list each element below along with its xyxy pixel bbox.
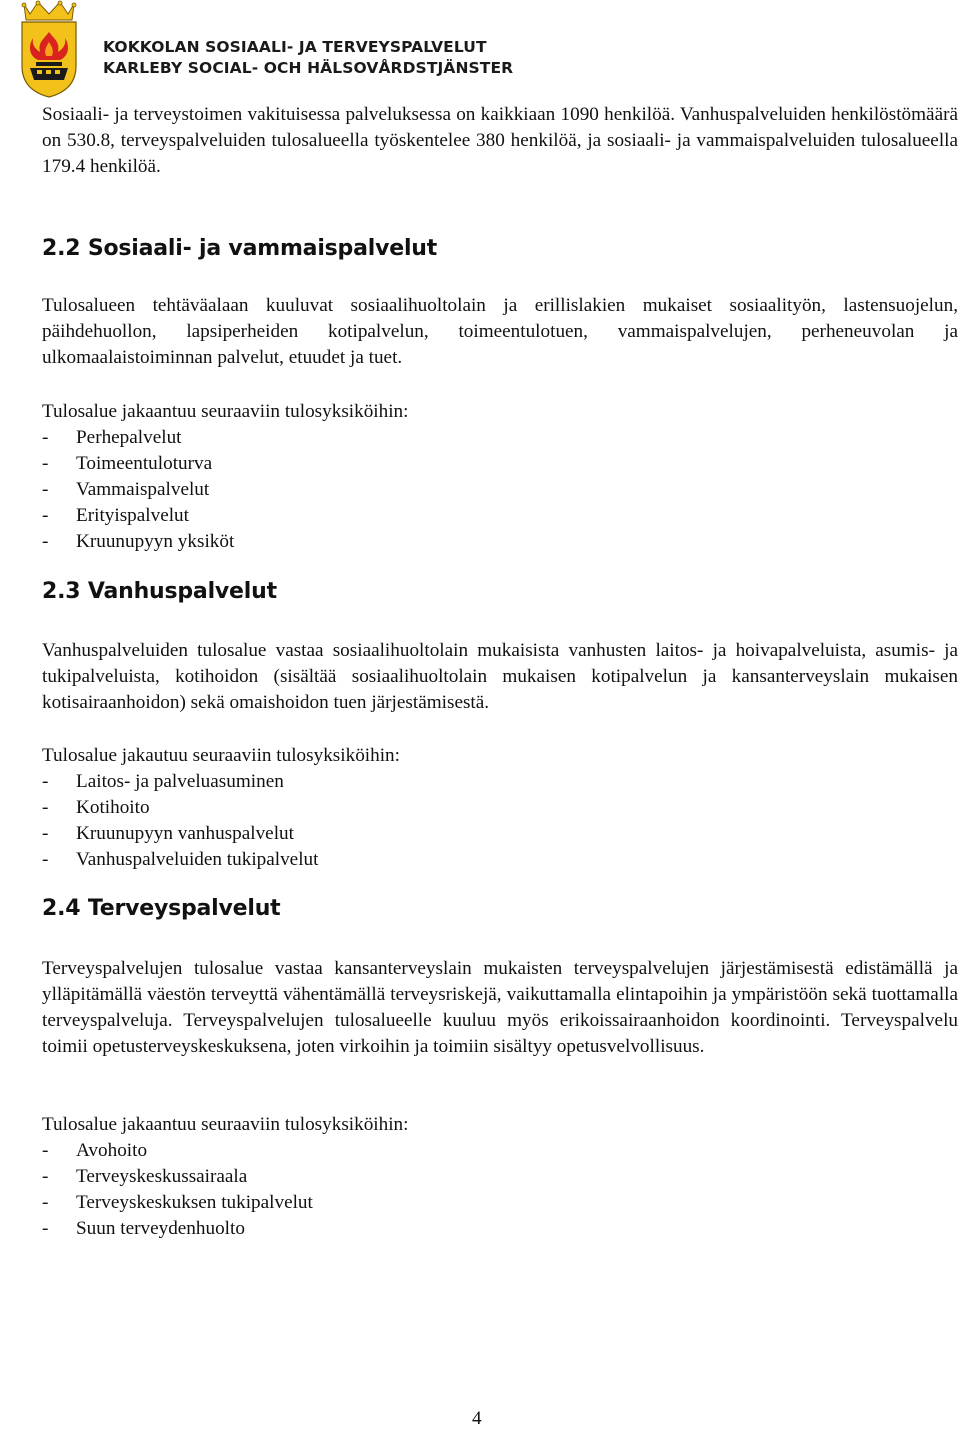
list-marker: -	[42, 531, 49, 552]
list-item	[42, 451, 234, 477]
list-item	[42, 425, 234, 451]
list-item-label: Vanhuspalveluiden tukipalvelut	[76, 849, 319, 870]
list-marker: -	[42, 823, 49, 844]
list-marker: -	[42, 771, 49, 792]
list-item	[42, 1138, 313, 1164]
section-heading-2-2: 2.2 Sosiaali- ja vammaispalvelut	[42, 236, 438, 261]
organization-name-sv: KARLEBY SOCIAL- OCH HÄLSOVÅRDSTJÄNSTER	[103, 59, 514, 77]
letterhead	[8, 0, 948, 100]
list-item	[42, 1216, 313, 1242]
list-marker: -	[42, 453, 49, 474]
list-item-label: Perhepalvelut	[76, 427, 182, 448]
intro-paragraph: Sosiaali- ja terveystoimen vakituisessa palveluksessa on kaikkiaan 1090 henkilöä. Vanhuspalveluiden henkilöstömäärä on 530.8, terveyspalveluiden tulosalueella työskentelee 380 henkilöä, ja sosiaali- ja vammaispalveluiden tulosalueella 179.4 henkilöä.	[42, 104, 958, 177]
section-body-2-2: Tulosalueen tehtäväalaan kuuluvat sosiaalihuoltolain ja erillislakien mukaiset sosiaalityön, lastensuojelun, päihdehuollon, lapsiperheiden kotipalvelun, toimeentulotuen, vammaispalvelujen, perheneuvolan ja ulkomaalaistoiminnan palvelut, etuudet ja tuet.	[42, 295, 958, 368]
list-item-label: Suun terveydenhuolto	[76, 1218, 245, 1239]
list-item-label: Terveyskeskuksen tukipalvelut	[76, 1192, 313, 1213]
list-marker: -	[42, 427, 49, 448]
list-marker: -	[42, 849, 49, 870]
list-marker: -	[42, 797, 49, 818]
list-item	[42, 529, 234, 555]
list-item	[42, 1164, 313, 1190]
units-list-2-3	[42, 769, 318, 873]
list-item	[42, 795, 318, 821]
units-intro-2-2: Tulosalue jakaantuu seuraaviin tulosyksiköihin:	[42, 401, 409, 422]
organization-name-fi: KOKKOLAN SOSIAALI- JA TERVEYSPALVELUT	[103, 38, 487, 56]
list-marker: -	[42, 479, 49, 500]
page-number: 4	[472, 1408, 482, 1429]
list-item	[42, 1190, 313, 1216]
list-item	[42, 769, 318, 795]
section-body-2-3: Vanhuspalveluiden tulosalue vastaa sosiaalihuoltolain mukaisista vanhusten laitos- ja hoivapalveluista, asumis- ja tukipalveluista, kotihoidon (sisältää sosiaalihuoltolain mukaisen kotipalvelun ja kansanterveyslain mukaisen kotisairaanhoidon) sekä omaishoidon tuen järjestämisestä.	[42, 640, 958, 713]
list-marker: -	[42, 1140, 49, 1161]
list-item	[42, 477, 234, 503]
list-item-label: Kotihoito	[76, 797, 150, 818]
list-item	[42, 821, 318, 847]
list-item-label: Kruunupyyn vanhuspalvelut	[76, 823, 294, 844]
units-list-2-4	[42, 1138, 313, 1242]
section-heading-2-4: 2.4 Terveyspalvelut	[42, 896, 281, 921]
list-item-label: Terveyskeskussairaala	[76, 1166, 248, 1187]
list-item	[42, 503, 234, 529]
list-marker: -	[42, 1218, 49, 1239]
list-item-label: Erityispalvelut	[76, 505, 189, 526]
units-intro-2-4: Tulosalue jakaantuu seuraaviin tulosyksiköihin:	[42, 1114, 409, 1135]
list-item-label: Vammaispalvelut	[76, 479, 210, 500]
list-marker: -	[42, 1192, 49, 1213]
section-heading-2-3: 2.3 Vanhuspalvelut	[42, 579, 277, 604]
list-item-label: Laitos- ja palveluasuminen	[76, 771, 284, 792]
list-marker: -	[42, 505, 49, 526]
section-body-2-4: Terveyspalvelujen tulosalue vastaa kansanterveyslain mukaisten terveyspalvelujen järjestämisestä edistämällä ja ylläpitämällä väestön terveyttä vähentämällä terveysriskejä, vaikuttamalla elintapoihin ja ympäristöön sekä tuottamalla terveyspalveluja. Terveyspalvelujen tulosalueelle kuuluu myös erikoissairaanhoidon koordinointi. Terveyspalvelu toimii opetusterveyskeskuksena, joten virkoihin ja toimiin sisältyy opetusvelvollisuus.	[42, 958, 958, 1057]
list-item-label: Toimeentuloturva	[76, 453, 213, 474]
units-intro-2-3: Tulosalue jakautuu seuraaviin tulosyksiköihin:	[42, 745, 400, 766]
units-list-2-2	[42, 425, 234, 555]
coat-of-arms-icon	[16, 0, 82, 98]
list-marker: -	[42, 1166, 49, 1187]
organization-name	[103, 37, 513, 79]
list-item	[42, 847, 318, 873]
list-item-label: Avohoito	[76, 1140, 148, 1161]
list-item-label: Kruunupyyn yksiköt	[76, 531, 235, 552]
